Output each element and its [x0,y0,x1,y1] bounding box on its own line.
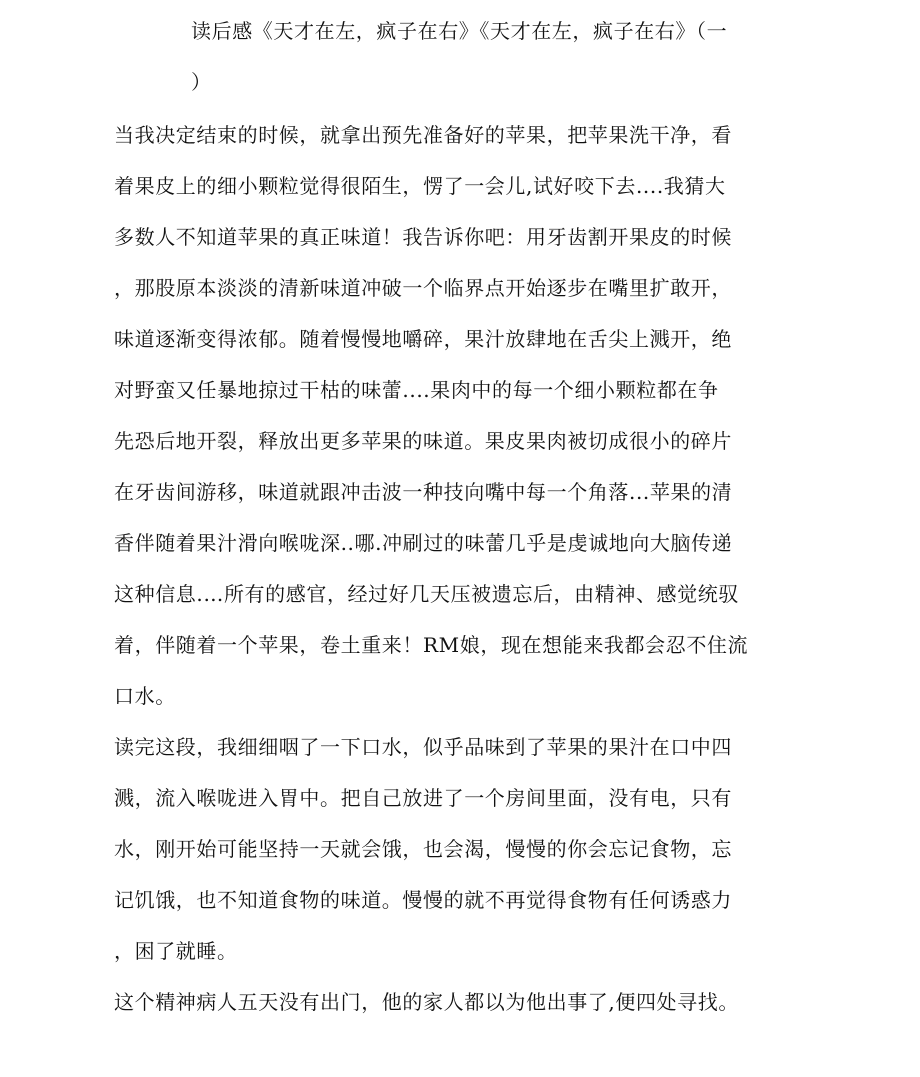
paragraph-line: 先恐后地开裂，释放出更多苹果的味道。果皮果肉被切成很小的碎片 [114,429,732,453]
paragraph-line: 多数人不知道苹果的真正味道！我告诉你吧：用牙齿割开果皮的时候 [114,225,732,249]
paragraph-line: 在牙齿间游移，味道就跟冲击波一种技向嘴中每一个角落...苹果的清 [114,480,733,504]
paragraph-line: 着果皮上的细小颗粒觉得很陌生，愣了一会儿,试好咬下去....我猜大 [114,174,726,198]
paragraph-line: 对野蛮又任暴地掠过干枯的味蕾....果肉中的每一个细小颗粒都在争 [114,378,719,402]
document-title-line: 读后感《天才在左，疯子在右》《天才在左，疯子在右》（一 [191,19,728,43]
paragraph-line: 读完这段，我细细咽了一下口水，似乎品味到了苹果的果汁在口中四 [114,735,732,759]
paragraph-line: 溅，流入喉咙进入胃中。把自己放进了一个房间里面，没有电，只有 [114,786,732,810]
paragraph-line: 水，刚开始可能坚持一天就会饿，也会渴，慢慢的你会忘记食物，忘 [114,837,732,861]
paragraph-line: 香伴随着果汁滑向喉咙深..哪.冲刷过的味蕾几乎是虔诚地向大脑传递 [114,531,733,555]
paragraph-line: 记饥饿，也不知道食物的味道。慢慢的就不再觉得食物有任何诱惑力 [114,888,732,912]
paragraph-line: 着，伴随着一个苹果，卷土重来！RM娘，现在想能来我都会忍不住流 [114,633,749,657]
paragraph-line: 这种信息.…所有的感官，经过好几天压被遗忘后，由精神、感觉统驭 [114,582,739,606]
paragraph-line: 当我决定结束的时候，就拿出预先准备好的苹果，把苹果洗干净，看 [114,123,732,147]
paragraph-line: 口水。 [114,684,176,708]
paragraph-line: 味道逐渐变得浓郁。随着慢慢地嚼碎，果汁放肆地在舌尖上溅开，绝 [114,327,732,351]
document-title-line: ） [191,70,212,94]
paragraph-line: ，那股原本淡淡的清新味道冲破一个临界点开始逐步在嘴里扩敢开， [114,276,732,300]
paragraph-line: 这个精神病人五天没有出门，他的家人都以为他出事了,便四处寻找。 [114,990,739,1014]
paragraph-line: ，困了就睡。 [114,939,238,963]
